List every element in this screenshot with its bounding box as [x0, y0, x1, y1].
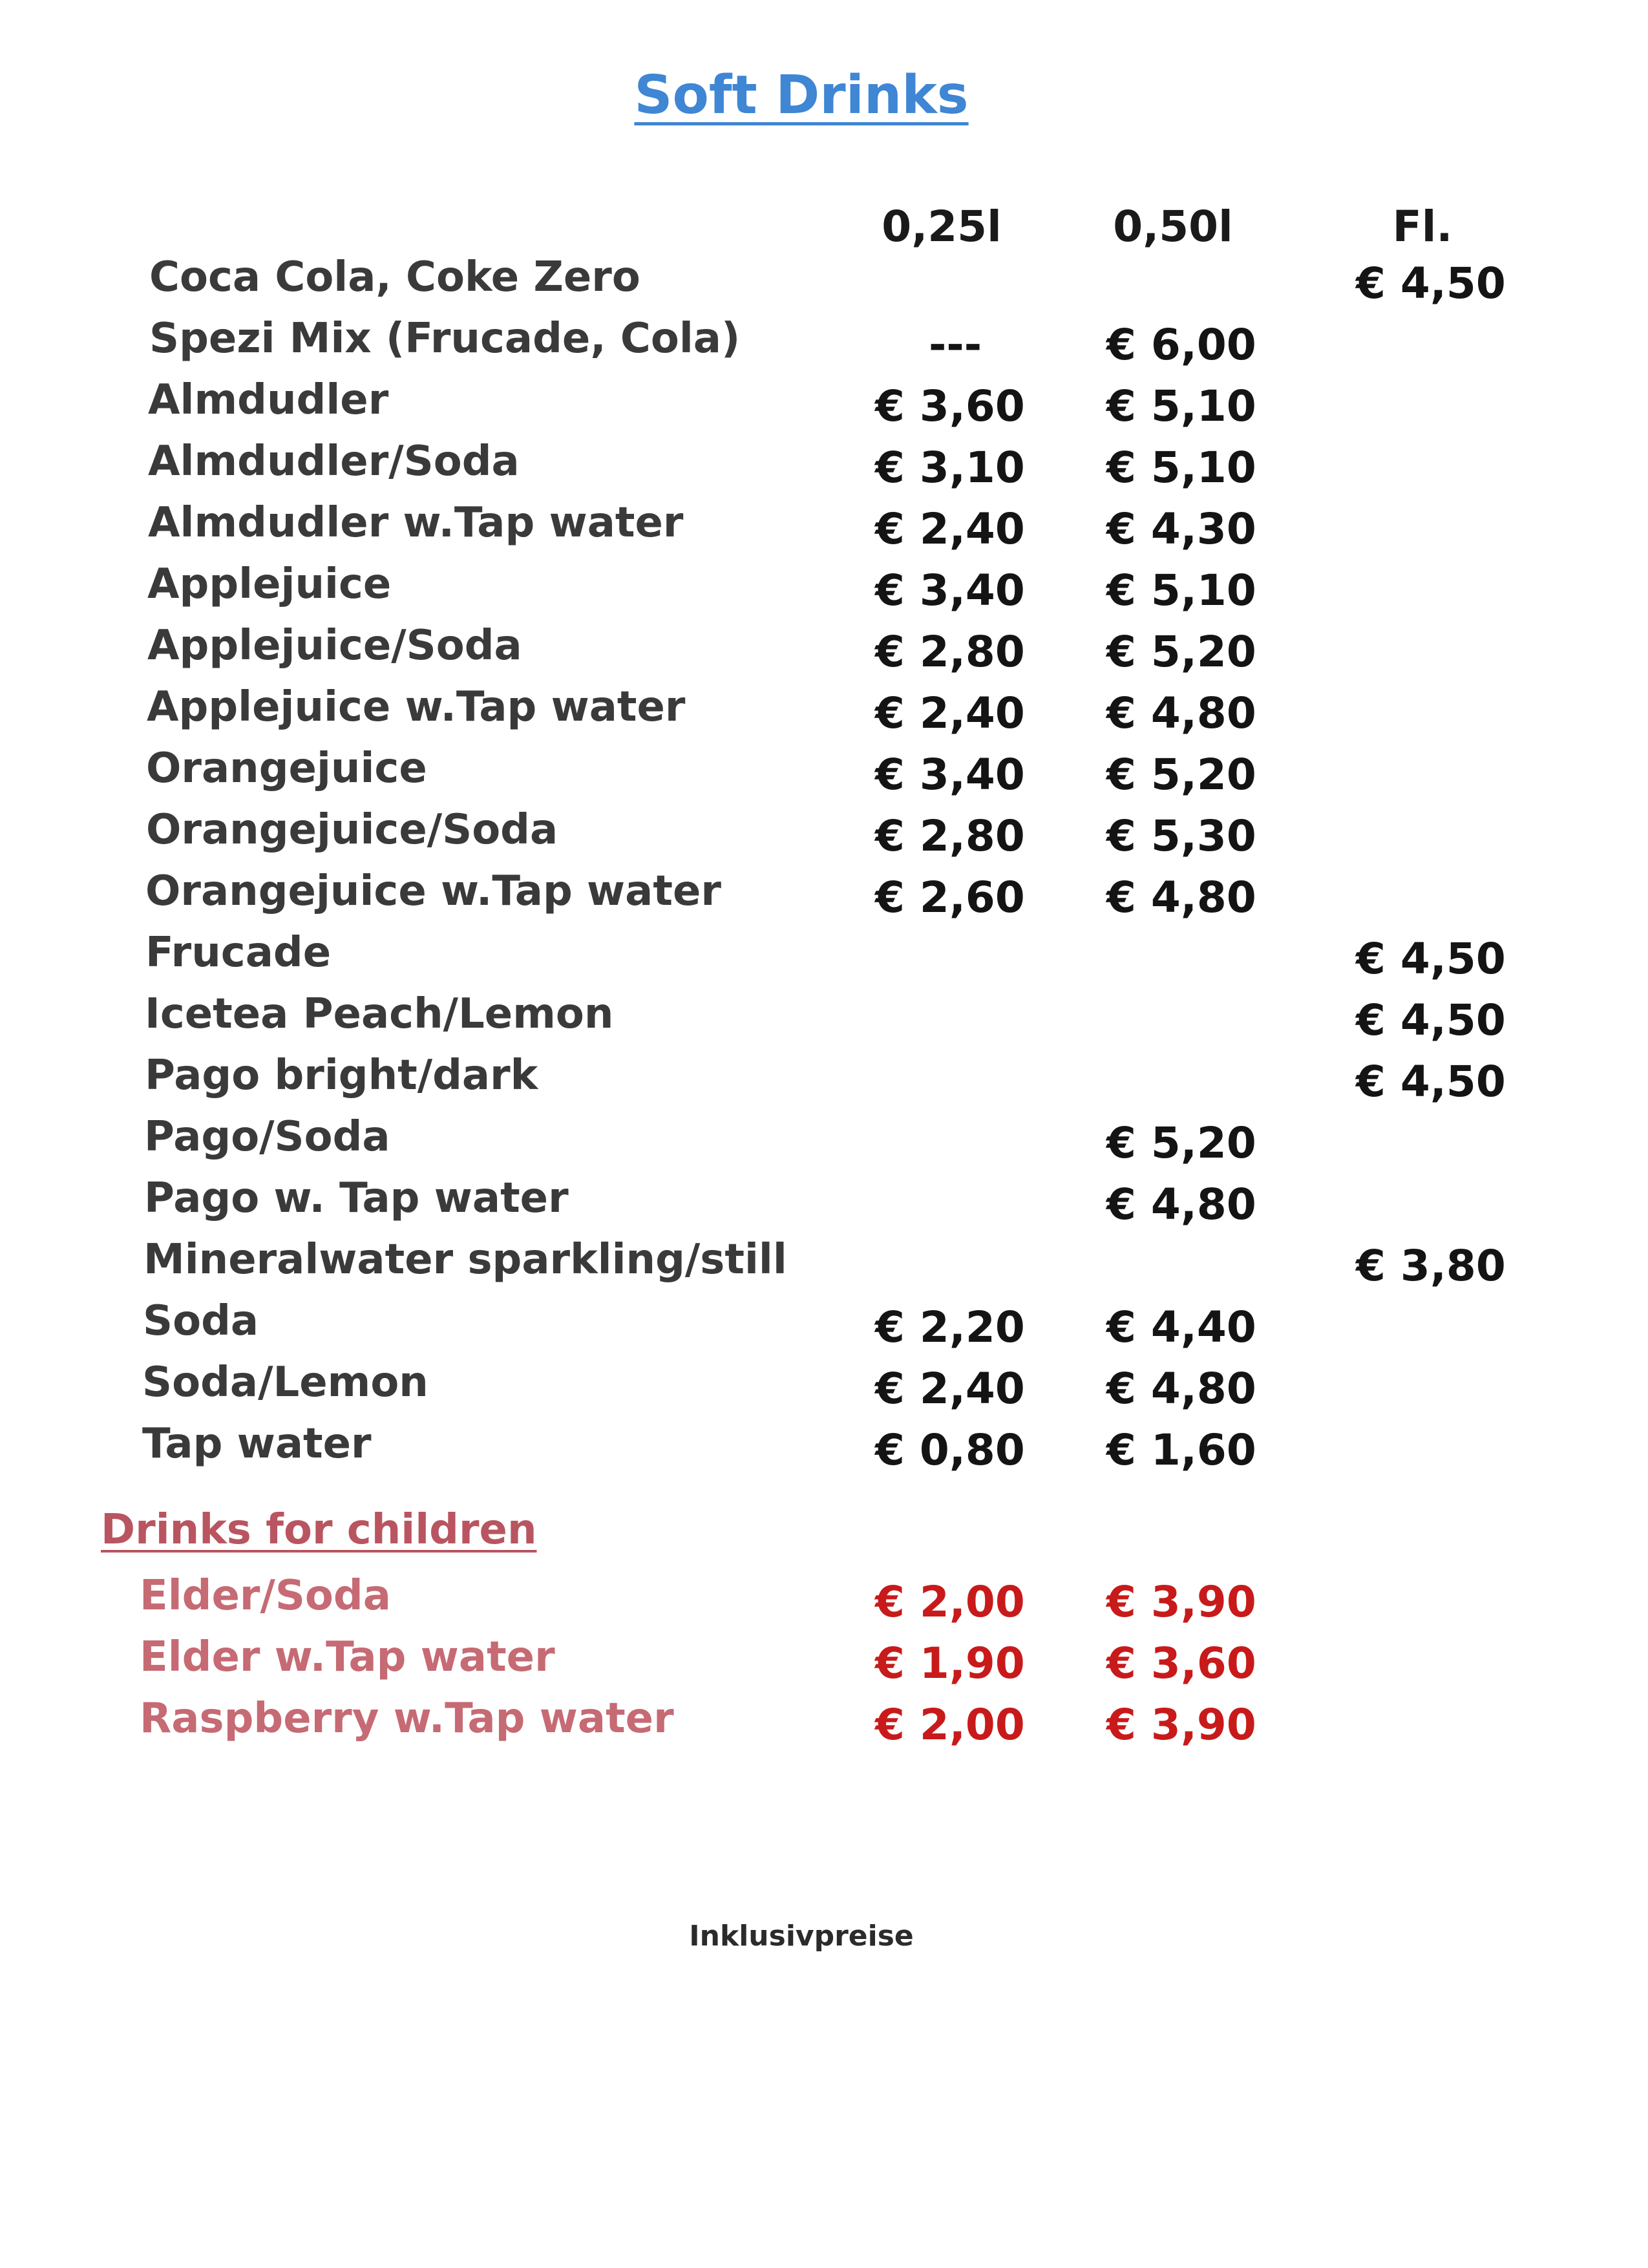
item-name: Pago w. Tap water	[144, 1174, 569, 1222]
menu-row	[0, 1236, 1648, 1297]
price-025: € 2,40	[875, 504, 1025, 554]
price-050: € 4,40	[1106, 1302, 1256, 1352]
item-name: Soda	[143, 1297, 259, 1345]
price-025: € 2,80	[875, 627, 1025, 677]
price-050: € 5,20	[1106, 1118, 1256, 1168]
item-name: Applejuice/Soda	[147, 622, 522, 670]
item-name: Orangejuice/Soda	[146, 806, 558, 854]
item-name: Almdudler w.Tap water	[148, 499, 684, 547]
price-025: € 2,40	[875, 1364, 1025, 1414]
price-050: € 5,10	[1106, 566, 1256, 615]
price-050: € 5,30	[1106, 811, 1256, 861]
item-name: Soda/Lemon	[142, 1359, 428, 1406]
price-025: € 3,40	[875, 566, 1025, 615]
item-name: Pago/Soda	[144, 1113, 390, 1161]
menu-row	[0, 1297, 1648, 1359]
price-025: € 1,90	[875, 1638, 1025, 1688]
item-name: Coca Cola, Coke Zero	[149, 253, 640, 301]
price-050: € 4,80	[1106, 1180, 1256, 1229]
price-025: € 2,00	[875, 1577, 1025, 1627]
menu-row	[0, 622, 1648, 683]
menu-row	[0, 376, 1648, 438]
menu-row	[0, 438, 1648, 499]
price-025: € 3,60	[875, 381, 1025, 431]
item-name: Pago bright/dark	[145, 1052, 538, 1099]
menu-row	[0, 1359, 1648, 1420]
price-025: € 2,80	[875, 811, 1025, 861]
price-025: € 3,10	[875, 443, 1025, 493]
price-025: € 2,00	[875, 1700, 1025, 1750]
menu-row	[0, 806, 1648, 867]
kids-section-title: Drinks for children	[101, 1506, 537, 1554]
menu-row	[0, 315, 1648, 376]
price-050: € 1,60	[1106, 1425, 1256, 1475]
price-025: € 2,20	[875, 1302, 1025, 1352]
price-050: € 5,20	[1106, 627, 1256, 677]
price-050: € 4,30	[1106, 504, 1256, 554]
menu-row	[0, 1174, 1648, 1236]
price-025: € 3,40	[875, 750, 1025, 800]
price-050: € 3,90	[1106, 1577, 1256, 1627]
menu-row	[0, 499, 1648, 560]
price-bottle: € 3,80	[1356, 1241, 1506, 1291]
price-bottle: € 4,50	[1356, 1057, 1506, 1107]
price-050: € 3,90	[1106, 1700, 1256, 1750]
item-name: Raspberry w.Tap water	[140, 1695, 674, 1743]
item-name: Applejuice	[147, 560, 392, 608]
item-name: Mineralwater sparkling/still	[143, 1236, 787, 1284]
price-025: ---	[929, 320, 982, 370]
item-name: Frucade	[145, 929, 332, 977]
item-name: Orangejuice	[146, 745, 427, 792]
kids-menu-row	[0, 1572, 1648, 1633]
item-name: Elder w.Tap water	[140, 1633, 555, 1681]
page-title: Soft Drinks	[634, 65, 969, 126]
item-name: Orangejuice w.Tap water	[145, 867, 721, 915]
price-050: € 5,10	[1106, 381, 1256, 431]
price-025: € 0,80	[875, 1425, 1025, 1475]
menu-row	[0, 1113, 1648, 1174]
menu-row	[0, 990, 1648, 1052]
item-name: Almdudler/Soda	[148, 438, 520, 485]
item-name: Almdudler	[148, 376, 389, 424]
price-050: € 4,80	[1106, 688, 1256, 738]
kids-menu-row	[0, 1633, 1648, 1695]
column-header-bottle: Fl.	[1392, 202, 1453, 251]
item-name: Tap water	[142, 1420, 372, 1468]
price-050: € 5,10	[1106, 443, 1256, 493]
price-050: € 6,00	[1106, 320, 1256, 370]
column-header-050: 0,50l	[1113, 202, 1233, 251]
column-header-025: 0,25l	[882, 202, 1002, 251]
price-050: € 4,80	[1106, 1364, 1256, 1414]
price-bottle: € 4,50	[1356, 259, 1506, 308]
menu-row	[0, 683, 1648, 745]
menu-row	[0, 1052, 1648, 1113]
price-025: € 2,40	[875, 688, 1025, 738]
item-name: Icetea Peach/Lemon	[145, 990, 614, 1038]
footer-note: Inklusivpreise	[689, 1920, 914, 1953]
item-name: Elder/Soda	[140, 1572, 391, 1620]
price-050: € 4,80	[1106, 873, 1256, 922]
menu-row	[0, 560, 1648, 622]
item-name: Spezi Mix (Frucade, Cola)	[149, 315, 741, 363]
menu-row	[0, 929, 1648, 990]
kids-menu-row	[0, 1695, 1648, 1756]
item-name: Applejuice w.Tap water	[147, 683, 686, 731]
menu-row	[0, 1420, 1648, 1481]
menu-row	[0, 745, 1648, 806]
menu-row	[0, 253, 1648, 315]
price-050: € 3,60	[1106, 1638, 1256, 1688]
price-050: € 5,20	[1106, 750, 1256, 800]
menu-row	[0, 867, 1648, 929]
price-025: € 2,60	[875, 873, 1025, 922]
price-bottle: € 4,50	[1356, 934, 1506, 984]
price-bottle: € 4,50	[1356, 995, 1506, 1045]
